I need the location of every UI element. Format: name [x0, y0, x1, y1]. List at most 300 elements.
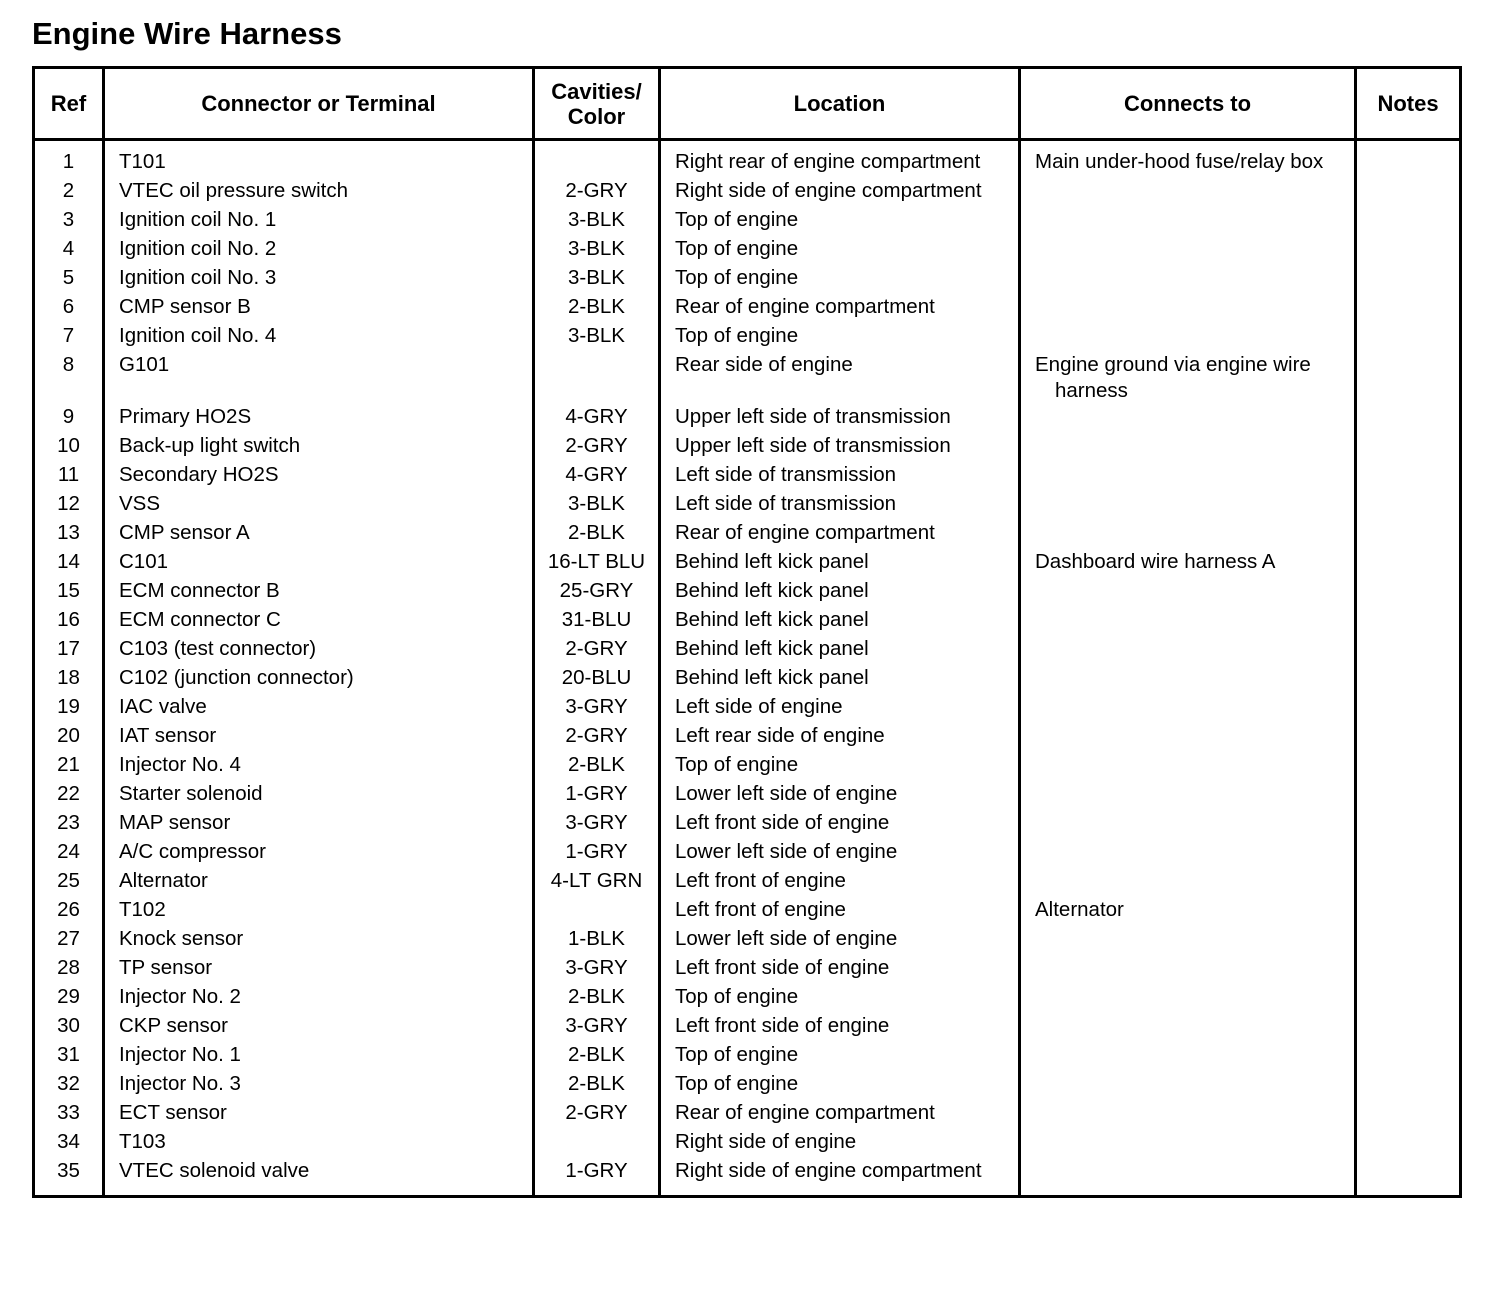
cell-cavities [534, 140, 660, 179]
cell-cavities [534, 810, 660, 839]
cell-notes [1356, 236, 1461, 265]
cell-ref [34, 520, 104, 549]
table-row [34, 839, 1461, 868]
cell-connector [104, 607, 534, 636]
cell-location [660, 549, 1020, 578]
cell-connects-to [1020, 1071, 1356, 1100]
table-row [34, 636, 1461, 665]
cell-ref [34, 404, 104, 433]
cell-ref [34, 323, 104, 352]
cell-location-text: Left front side of engine [675, 956, 890, 979]
cell-connector-text: Primary HO2S [119, 405, 252, 428]
cell-location [660, 868, 1020, 897]
cell-notes [1356, 352, 1461, 404]
cell-location-text: Rear side of engine [675, 353, 853, 376]
table-row [34, 520, 1461, 549]
cell-ref [34, 636, 104, 665]
cell-connects-to [1020, 839, 1356, 868]
cell-connector-text: Injector No. 4 [119, 753, 241, 776]
cell-notes [1356, 549, 1461, 578]
cell-ref-text: 35 [57, 1159, 80, 1182]
cell-location [660, 752, 1020, 781]
cell-connector-text: MAP sensor [119, 811, 231, 834]
cell-cavities [534, 955, 660, 984]
cell-connector-text: ECM connector C [119, 608, 281, 631]
cell-location [660, 207, 1020, 236]
cell-connector-text: Injector No. 1 [119, 1043, 241, 1066]
cell-ref-text: 26 [57, 898, 80, 921]
table-row [34, 694, 1461, 723]
cell-location [660, 236, 1020, 265]
cell-location-text: Behind left kick panel [675, 579, 869, 602]
header-connector: Connector or Terminal [104, 68, 534, 140]
cell-connector [104, 520, 534, 549]
cell-connector-text: T103 [119, 1130, 166, 1153]
table-row [34, 1100, 1461, 1129]
cell-location [660, 140, 1020, 179]
cell-ref [34, 1013, 104, 1042]
cell-cavities-text: 4-LT GRN [550, 869, 643, 892]
harness-table [32, 66, 1462, 1198]
table-row [34, 752, 1461, 781]
cell-notes [1356, 752, 1461, 781]
cell-location [660, 265, 1020, 294]
cell-connects-to [1020, 433, 1356, 462]
cell-ref-text: 5 [62, 266, 75, 289]
cell-ref [34, 1129, 104, 1158]
cell-location-text: Top of engine [675, 985, 799, 1008]
cell-notes [1356, 1013, 1461, 1042]
cell-ref [34, 140, 104, 179]
table-row [34, 984, 1461, 1013]
cell-ref-text: 31 [57, 1043, 80, 1066]
cell-ref-text: 32 [57, 1072, 80, 1095]
cell-ref [34, 236, 104, 265]
cell-connector-text: VTEC solenoid valve [119, 1159, 310, 1182]
cell-ref [34, 810, 104, 839]
cell-notes [1356, 178, 1461, 207]
table-row [34, 236, 1461, 265]
cell-ref-text: 10 [57, 434, 80, 457]
cell-connects-to [1020, 491, 1356, 520]
cell-notes [1356, 897, 1461, 926]
cell-ref-text: 14 [57, 550, 80, 573]
cell-connector [104, 236, 534, 265]
cell-cavities [534, 752, 660, 781]
cell-location-text: Lower left side of engine [675, 927, 898, 950]
cell-connects-to [1020, 984, 1356, 1013]
cell-ref-text: 24 [57, 840, 80, 863]
cell-location [660, 462, 1020, 491]
cell-cavities-text: 3-BLK [568, 208, 625, 231]
cell-connector-text: C103 (test connector) [119, 637, 317, 660]
cell-notes [1356, 607, 1461, 636]
table-row [34, 607, 1461, 636]
table-row [34, 323, 1461, 352]
table-row [34, 781, 1461, 810]
cell-location-text: Top of engine [675, 753, 799, 776]
cell-connector-text: ECM connector B [119, 579, 280, 602]
cell-ref-text: 8 [62, 353, 75, 376]
cell-location [660, 723, 1020, 752]
cell-ref [34, 578, 104, 607]
cell-connects-to [1020, 955, 1356, 984]
cell-ref-text: 1 [62, 150, 75, 173]
cell-ref [34, 897, 104, 926]
cell-location [660, 1013, 1020, 1042]
cell-cavities-text: 4-GRY [565, 463, 628, 486]
cell-location [660, 636, 1020, 665]
cell-ref-text: 17 [57, 637, 80, 660]
cell-ref [34, 462, 104, 491]
cell-location-text: Right side of engine compartment [675, 1159, 982, 1182]
cell-connector [104, 433, 534, 462]
cell-ref-text: 29 [57, 985, 80, 1008]
cell-cavities [534, 294, 660, 323]
cell-connects-to-text: Dashboard wire harness A [1035, 550, 1276, 573]
cell-cavities-text: 2-BLK [568, 295, 625, 318]
cell-connector [104, 491, 534, 520]
cell-ref [34, 178, 104, 207]
cell-connector-text: Knock sensor [119, 927, 244, 950]
cell-ref [34, 433, 104, 462]
cell-cavities [534, 1013, 660, 1042]
cell-cavities [534, 926, 660, 955]
cell-connects-to [1020, 520, 1356, 549]
cell-connector [104, 404, 534, 433]
cell-ref [34, 1071, 104, 1100]
cell-cavities-text: 2-GRY [565, 179, 628, 202]
cell-cavities-text: 1-GRY [565, 1159, 628, 1182]
cell-notes [1356, 578, 1461, 607]
cell-connector-text: CMP sensor A [119, 521, 250, 544]
cell-ref-text: 13 [57, 521, 80, 544]
cell-cavities [534, 236, 660, 265]
cell-connector [104, 1013, 534, 1042]
table-row [34, 897, 1461, 926]
table-row [34, 352, 1461, 404]
cell-notes [1356, 265, 1461, 294]
cell-location-text: Rear of engine compartment [675, 295, 935, 318]
cell-location [660, 1042, 1020, 1071]
cell-ref [34, 265, 104, 294]
cell-ref [34, 207, 104, 236]
cell-connects-to [1020, 140, 1356, 179]
cell-ref [34, 549, 104, 578]
cell-connector-text: Injector No. 2 [119, 985, 241, 1008]
cell-cavities-text: 25-GRY [559, 579, 634, 602]
cell-cavities-text: 2-GRY [565, 1101, 628, 1124]
cell-ref-text: 11 [57, 463, 80, 486]
cell-cavities-text: 1-BLK [568, 927, 625, 950]
table-row [34, 665, 1461, 694]
cell-cavities-text: 3-BLK [568, 492, 625, 515]
cell-notes [1356, 694, 1461, 723]
cell-connector [104, 265, 534, 294]
cell-location-text: Behind left kick panel [675, 637, 869, 660]
table-row [34, 810, 1461, 839]
cell-connector-text: Ignition coil No. 3 [119, 266, 277, 289]
cell-connector-text: G101 [119, 353, 170, 376]
cell-connector-text: T101 [119, 150, 166, 173]
cell-cavities [534, 665, 660, 694]
cell-cavities-text: 2-BLK [568, 985, 625, 1008]
cell-cavities-text: 2-BLK [568, 521, 625, 544]
cell-location [660, 1100, 1020, 1129]
cell-cavities [534, 491, 660, 520]
table-row [34, 723, 1461, 752]
cell-connector [104, 578, 534, 607]
cell-cavities-text: 3-GRY [565, 811, 628, 834]
cell-notes [1356, 1042, 1461, 1071]
page-title: Engine Wire Harness [32, 16, 342, 51]
cell-notes [1356, 404, 1461, 433]
cell-notes [1356, 810, 1461, 839]
table-row [34, 1042, 1461, 1071]
cell-ref-text: 9 [62, 405, 75, 428]
cell-cavities [534, 723, 660, 752]
cell-cavities [534, 1158, 660, 1197]
cell-location [660, 323, 1020, 352]
cell-connects-to-text: Main under-hood fuse/relay box [1035, 150, 1324, 173]
cell-ref-text: 27 [57, 927, 80, 950]
table-row [34, 178, 1461, 207]
cell-cavities [534, 897, 660, 926]
cell-connects-to [1020, 636, 1356, 665]
cell-location-text: Rear of engine compartment [675, 1101, 935, 1124]
cell-cavities-text: 31-BLU [561, 608, 632, 631]
cell-cavities [534, 607, 660, 636]
cell-cavities-text: 3-BLK [568, 324, 625, 347]
cell-connector [104, 1129, 534, 1158]
header-connects-to: Connects to [1020, 68, 1356, 140]
cell-location [660, 955, 1020, 984]
cell-connector [104, 207, 534, 236]
cell-cavities-text: 1-GRY [565, 840, 628, 863]
cell-ref-text: 18 [57, 666, 80, 689]
table-row [34, 955, 1461, 984]
cell-connector [104, 1158, 534, 1197]
header-cavities-color [534, 68, 660, 140]
cell-connector-text: Ignition coil No. 2 [119, 237, 277, 260]
cell-ref [34, 294, 104, 323]
cell-ref [34, 955, 104, 984]
cell-location [660, 352, 1020, 404]
cell-connector [104, 323, 534, 352]
cell-connector [104, 926, 534, 955]
cell-connector-text: Injector No. 3 [119, 1072, 241, 1095]
cell-connects-to [1020, 926, 1356, 955]
cell-connector-text: C102 (junction connector) [119, 666, 354, 689]
cell-cavities [534, 1042, 660, 1071]
cell-connector-text: CMP sensor B [119, 295, 251, 318]
cell-connects-to [1020, 294, 1356, 323]
cell-ref-text: 33 [57, 1101, 80, 1124]
cell-connector-text: Alternator [119, 869, 208, 892]
cell-ref [34, 781, 104, 810]
cell-notes [1356, 140, 1461, 179]
cell-connector-text: Back-up light switch [119, 434, 301, 457]
cell-connects-to [1020, 549, 1356, 578]
cell-cavities-text: 2-BLK [568, 1043, 625, 1066]
table-row [34, 294, 1461, 323]
cell-location [660, 578, 1020, 607]
cell-location [660, 665, 1020, 694]
cell-cavities [534, 578, 660, 607]
table-row [34, 926, 1461, 955]
cell-location [660, 781, 1020, 810]
cell-ref-text: 22 [57, 782, 80, 805]
cell-connects-to [1020, 897, 1356, 926]
cell-connector [104, 140, 534, 179]
cell-location [660, 694, 1020, 723]
cell-cavities-text: 2-BLK [568, 753, 625, 776]
cell-connector [104, 955, 534, 984]
cell-connector-text: VSS [119, 492, 161, 515]
cell-notes [1356, 781, 1461, 810]
cell-location [660, 984, 1020, 1013]
cell-connector [104, 549, 534, 578]
table-row [34, 549, 1461, 578]
cell-cavities [534, 636, 660, 665]
cell-ref [34, 984, 104, 1013]
cell-location [660, 810, 1020, 839]
cell-connects-to [1020, 665, 1356, 694]
cell-connects-to [1020, 1100, 1356, 1129]
cell-ref [34, 723, 104, 752]
cell-location [660, 178, 1020, 207]
cell-connects-to [1020, 352, 1356, 404]
cell-ref [34, 1042, 104, 1071]
cell-connector [104, 839, 534, 868]
cell-ref [34, 1158, 104, 1197]
cell-connector-text: TP sensor [119, 956, 213, 979]
cell-connector [104, 294, 534, 323]
header-ref: Ref [34, 68, 104, 140]
cell-ref [34, 868, 104, 897]
cell-cavities [534, 839, 660, 868]
cell-notes [1356, 294, 1461, 323]
cell-ref-text: 28 [57, 956, 80, 979]
table-row [34, 1071, 1461, 1100]
header-location: Location [660, 68, 1020, 140]
cell-cavities [534, 1100, 660, 1129]
cell-connects-to-text: Alternator [1035, 898, 1124, 921]
cell-ref-text: 6 [62, 295, 75, 318]
cell-location-text: Lower left side of engine [675, 840, 898, 863]
cell-location [660, 839, 1020, 868]
cell-location [660, 294, 1020, 323]
cell-cavities [534, 323, 660, 352]
cell-connector-text: VTEC oil pressure switch [119, 179, 348, 202]
cell-location-text: Rear of engine compartment [675, 521, 935, 544]
cell-cavities [534, 694, 660, 723]
table-row [34, 433, 1461, 462]
cell-cavities-text: 3-BLK [568, 237, 625, 260]
table-row [34, 462, 1461, 491]
cell-connects-to [1020, 810, 1356, 839]
cell-cavities-text: 1-GRY [565, 782, 628, 805]
cell-connects-to [1020, 178, 1356, 207]
cell-location-text: Right side of engine compartment [675, 179, 982, 202]
table-row [34, 265, 1461, 294]
cell-connects-to [1020, 207, 1356, 236]
cell-connects-to [1020, 781, 1356, 810]
cell-notes [1356, 839, 1461, 868]
cell-cavities-text: 3-GRY [565, 956, 628, 979]
cell-ref [34, 665, 104, 694]
table-row [34, 1013, 1461, 1042]
cell-ref [34, 752, 104, 781]
cell-connects-to [1020, 1158, 1356, 1197]
cell-connects-to [1020, 1042, 1356, 1071]
cell-location-text: Top of engine [675, 266, 799, 289]
cell-cavities-text: 3-BLK [568, 266, 625, 289]
cell-cavities-text: 3-GRY [565, 695, 628, 718]
cell-location-text: Lower left side of engine [675, 782, 898, 805]
cell-connects-to [1020, 694, 1356, 723]
table-row [34, 404, 1461, 433]
cell-notes [1356, 491, 1461, 520]
cell-ref-text: 12 [57, 492, 80, 515]
cell-notes [1356, 1129, 1461, 1158]
cell-location-text: Behind left kick panel [675, 608, 869, 631]
cell-ref-text: 7 [62, 324, 75, 347]
cell-cavities [534, 265, 660, 294]
cell-connects-to [1020, 265, 1356, 294]
cell-cavities-text: 20-BLU [561, 666, 632, 689]
cell-cavities-text: 16-LT BLU [547, 550, 646, 573]
cell-connector-text: T102 [119, 898, 166, 921]
cell-location-text: Left front side of engine [675, 811, 890, 834]
table-row [34, 491, 1461, 520]
cell-ref-text: 20 [57, 724, 80, 747]
cell-notes [1356, 1158, 1461, 1197]
cell-notes [1356, 665, 1461, 694]
cell-connector [104, 1042, 534, 1071]
cell-ref-text: 4 [62, 237, 75, 260]
cell-location-text: Behind left kick panel [675, 550, 869, 573]
cell-connector-text: A/C compressor [119, 840, 266, 863]
cell-connector [104, 1071, 534, 1100]
cell-cavities-text: 4-GRY [565, 405, 628, 428]
cell-location [660, 520, 1020, 549]
cell-connects-to [1020, 462, 1356, 491]
cell-cavities [534, 549, 660, 578]
cell-location-text: Left rear side of engine [675, 724, 885, 747]
cell-connects-to [1020, 404, 1356, 433]
cell-location-text: Top of engine [675, 208, 799, 231]
cell-location-text: Left front side of engine [675, 1014, 890, 1037]
cell-connects-to [1020, 323, 1356, 352]
cell-notes [1356, 520, 1461, 549]
cell-cavities-text: 2-BLK [568, 1072, 625, 1095]
cell-notes [1356, 984, 1461, 1013]
cell-ref-text: 15 [57, 579, 80, 602]
cell-ref [34, 352, 104, 404]
cell-connector-text: CKP sensor [119, 1014, 229, 1037]
cell-ref [34, 926, 104, 955]
cell-location [660, 433, 1020, 462]
cell-connects-to [1020, 607, 1356, 636]
header-notes: Notes [1356, 68, 1461, 140]
cell-location-text: Upper left side of transmission [675, 405, 951, 428]
cell-cavities [534, 868, 660, 897]
cell-location-text: Left side of engine [675, 695, 843, 718]
cell-location [660, 926, 1020, 955]
cell-connector [104, 810, 534, 839]
cell-ref-text: 19 [57, 695, 80, 718]
